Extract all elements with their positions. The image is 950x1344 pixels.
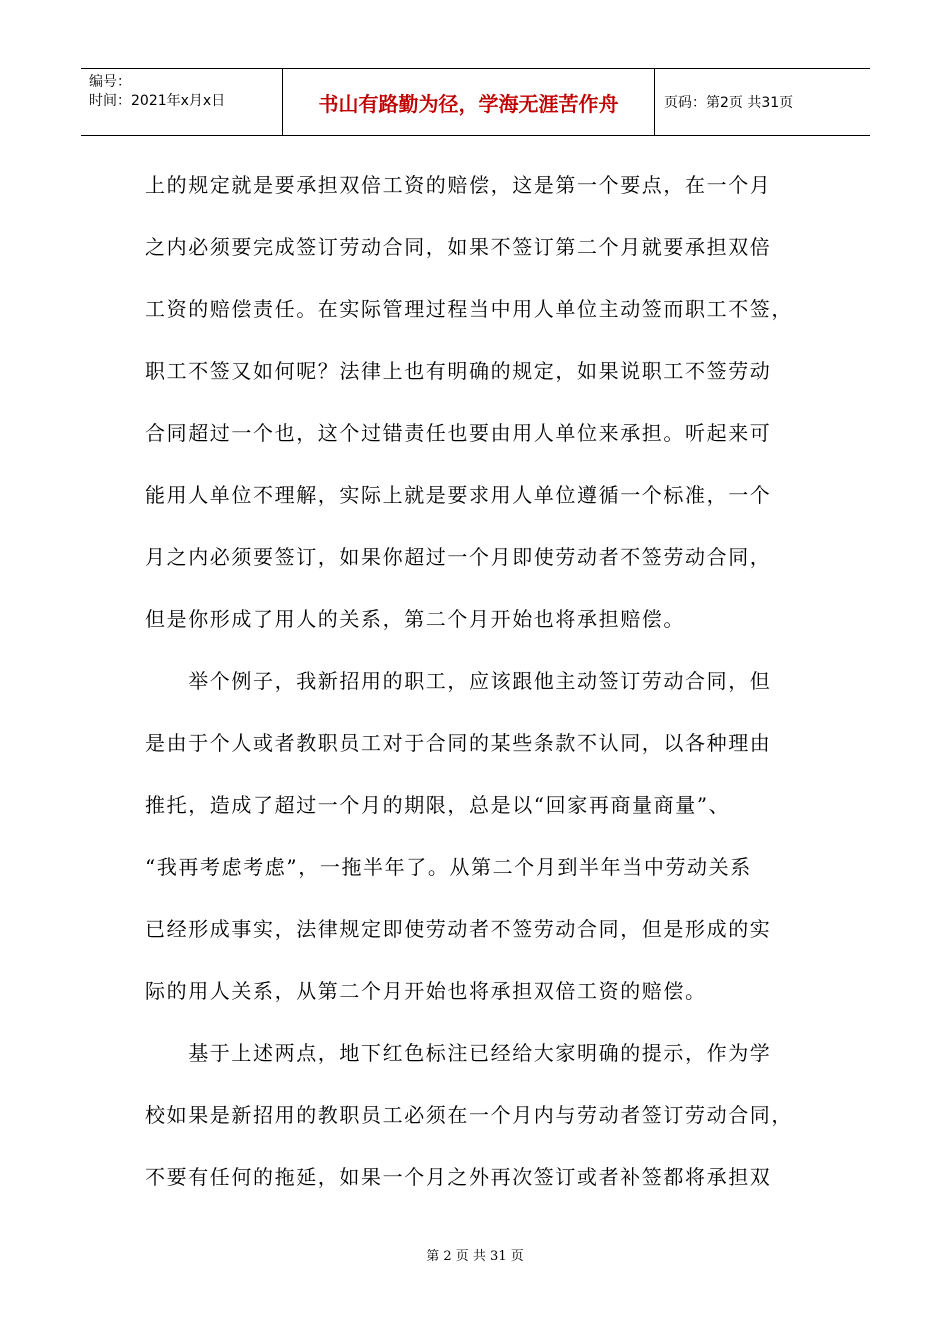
text-line: 基于上述两点，地下红色标注已经给大家明确的提示，作为学 xyxy=(145,1041,772,1065)
page-footer: 第 2 页 共 31 页 xyxy=(426,1249,524,1264)
text-line: 推托，造成了超过一个月的期限，总是以“回家再商量商量”、 xyxy=(145,793,731,817)
text-line: 能用人单位不理解，实际上就是要求用人单位遵循一个标准，一个 xyxy=(145,483,772,507)
header-page-info: 页码：第2页 共31页 xyxy=(664,95,794,111)
text-line: 校如果是新招用的教职员工必须在一个月内与劳动者签订劳动合同， xyxy=(145,1103,793,1127)
page-header xyxy=(81,68,870,136)
text-line: 月之内必须要签订，如果你超过一个月即使劳动者不签劳动合同， xyxy=(145,545,772,569)
document-time-label: 时间：2021年x月x日 xyxy=(89,93,226,109)
text-line: 上的规定就是要承担双倍工资的赔偿，这是第一个要点，在一个月 xyxy=(145,173,772,197)
paragraph-2 xyxy=(145,650,810,1022)
text-line: 之内必须要完成签订劳动合同，如果不签订第二个月就要承担双倍 xyxy=(145,235,772,259)
text-line: 不要有任何的拖延，如果一个月之外再次签订或者补签都将承担双 xyxy=(145,1165,772,1189)
header-meta-cell xyxy=(81,69,283,135)
text-line: 工资的赔偿责任。在实际管理过程当中用人单位主动签而职工不签， xyxy=(145,297,793,321)
text-line: 已经形成事实，法律规定即使劳动者不签劳动合同，但是形成的实 xyxy=(145,917,772,941)
text-line: 际的用人关系，从第二个月开始也将承担双倍工资的赔偿。 xyxy=(145,979,707,1003)
header-motto: 书山有路勤为径，学海无涯苦作舟 xyxy=(283,69,655,135)
text-line: 但是你形成了用人的关系，第二个月开始也将承担赔偿。 xyxy=(145,607,685,631)
paragraph-3 xyxy=(145,1022,810,1208)
document-number-label: 编号： xyxy=(89,74,131,90)
text-line: 职工不签又如何呢？法律上也有明确的规定，如果说职工不签劳动 xyxy=(145,359,772,383)
document-body xyxy=(145,154,810,1208)
text-line: 合同超过一个也，这个过错责任也要由用人单位来承担。听起来可 xyxy=(145,421,772,445)
paragraph-1 xyxy=(145,154,810,650)
text-line: 举个例子，我新招用的职工，应该跟他主动签订劳动合同，但 xyxy=(145,669,772,693)
text-line: “我再考虑考虑”，一拖半年了。从第二个月到半年当中劳动关系 xyxy=(145,855,752,879)
text-line: 是由于个人或者教职员工对于合同的某些条款不认同，以各种理由 xyxy=(145,731,772,755)
